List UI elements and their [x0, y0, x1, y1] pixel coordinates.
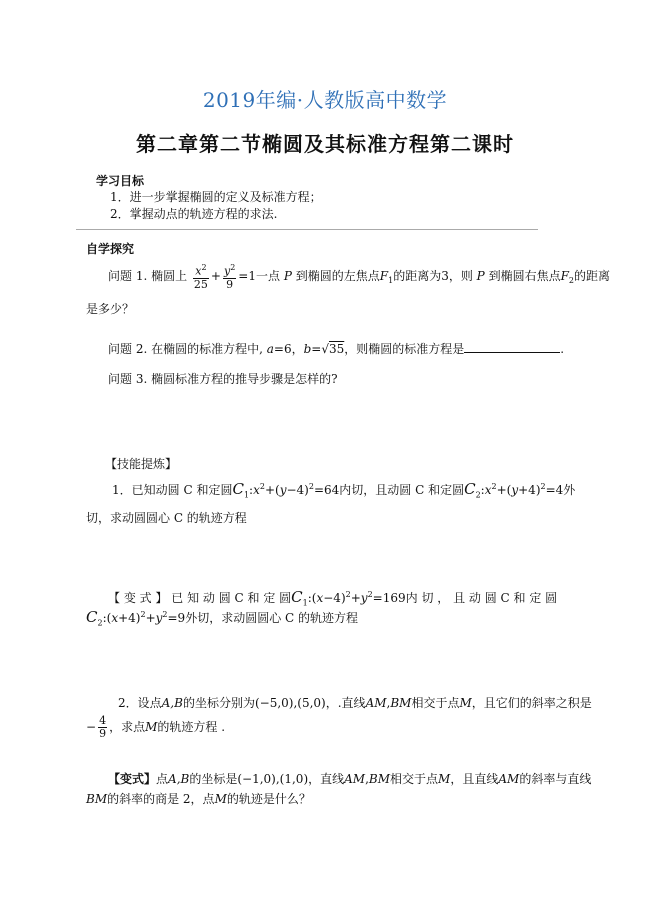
fraction-y2-9: $\frac{y^2}{9}$ — [223, 263, 236, 291]
goal-item-1: 1．进一步掌握椭圆的定义及标准方程； — [110, 190, 322, 204]
problem-2: 2．设点A,B的坐标分别为(−5,0),(5,0)，.直线AM,BM相交于点M，且它们的斜率之积是 — [118, 696, 592, 710]
problem-1: 1．已知动圆 C 和定圆$C_1:x^2+(y-4)^2=64$内切，且动圆 C 和定圆$C_2:x^2+(y+4)^2=4$外 — [112, 480, 576, 500]
variant-2-line2: BM的斜率的商是 2，点M的轨迹是什么？ — [86, 792, 311, 806]
question-1-line2: 是多少？ — [86, 302, 135, 316]
problem-1-line2: 切，求动圆圆心 C 的轨迹方程 — [86, 511, 247, 525]
answer-blank[interactable] — [464, 340, 560, 353]
question-1: 问题 1. 椭圆上 $\frac{x^2}{25}$ + $\frac{y^2}{9}$ =1一点 P 到椭圆的左焦点$F_1$的距离为3，则 P 到椭圆右焦点$F_2$的距离 — [108, 263, 611, 291]
self-study-heading: 自学探究 — [86, 242, 135, 256]
skills-heading: 【技能提炼】 — [105, 457, 178, 471]
goals-heading: 学习目标 — [96, 174, 145, 188]
variant-2: 【变式】点A,B的坐标是(−1,0),(1,0)，直线AM,BM相交于点M，且直线AM的斜率与直线 — [108, 772, 592, 786]
question-2: 问题 2. 在椭圆的标准方程中, a=6，b=√35，则椭圆的标准方程是 . — [108, 342, 565, 356]
variant-1-line2: $C_2:(x+4)^2+y^2=9$外切，求动圆圆心 C 的轨迹方程 — [86, 608, 359, 628]
fraction-4-9: $\frac{4}{9}$ — [99, 714, 107, 740]
variant-1: 【 变 式 】 已 知 动 圆 C 和 定 圆$C_1:(x-4)^2+y^2=169$内 切 ， 且 动 圆 C 和 定 圆 — [108, 588, 558, 608]
goal-item-2: 2．掌握动点的轨迹方程的求法. — [110, 207, 278, 221]
fraction-x2-25: $\frac{x^2}{25}$ — [193, 263, 208, 291]
header-banner: 2019年编·人教版高中数学 — [202, 88, 448, 112]
q1-prefix: 问题 1. 椭圆上 — [108, 268, 188, 283]
question-3: 问题 3. 椭圆标准方程的推导步骤是怎样的? — [108, 372, 338, 386]
page-title: 第二章第二节椭圆及其标准方程第二课时 — [136, 132, 514, 156]
divider — [76, 229, 538, 230]
problem-2-line2: − $\frac{4}{9}$ ，求点M的轨迹方程 . — [86, 714, 226, 740]
